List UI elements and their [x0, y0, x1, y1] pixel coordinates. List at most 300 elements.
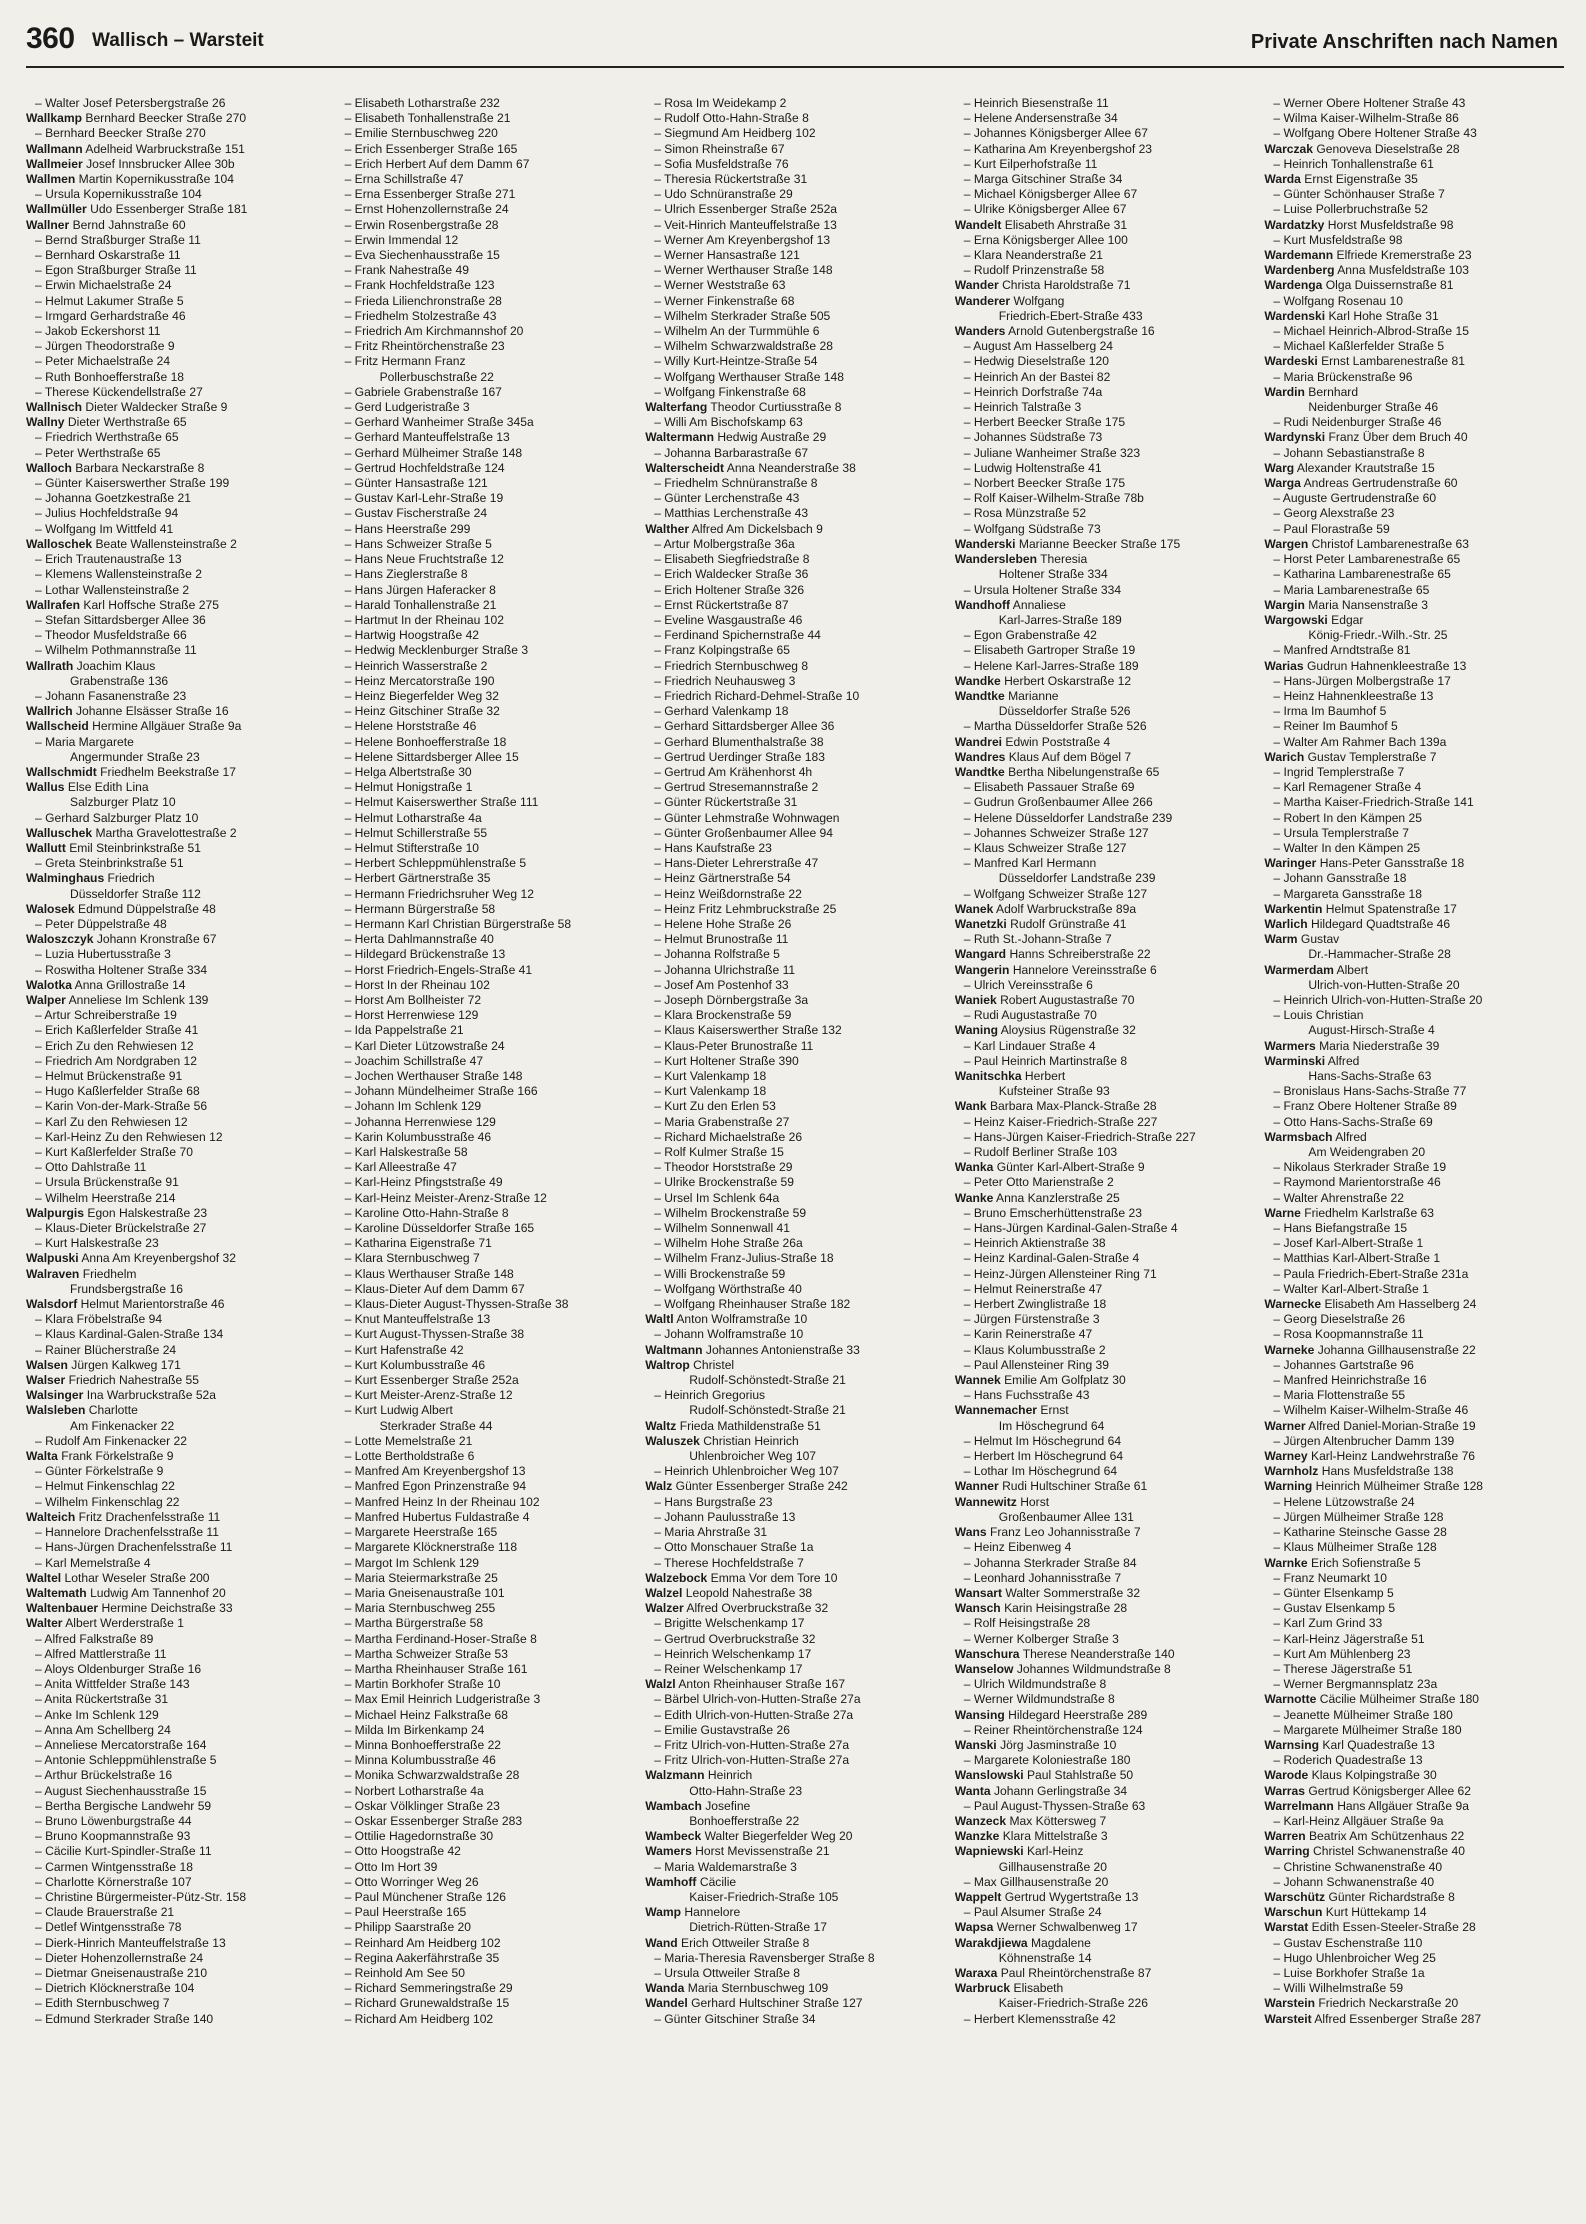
list-item	[26, 583, 326, 598]
entry-text: – Minna Bonhoefferstraße 22	[344, 1737, 502, 1752]
entry-text: – Martha Bürgerstraße 58	[344, 1616, 484, 1631]
surname: Wambeck	[645, 1829, 702, 1844]
list-item	[645, 430, 945, 445]
list-item	[645, 1632, 945, 1647]
surname: Wanta	[954, 1783, 991, 1798]
surname: Warstein	[1264, 1996, 1315, 2011]
entry-text: – Ulrich Wildmundstraße 8	[963, 1677, 1107, 1692]
entry-text: – Fritz Ulrich-von-Hutten-Straße 27a	[654, 1753, 850, 1768]
list-item	[645, 339, 945, 354]
list-item	[645, 659, 945, 674]
entry-text: Hans-Peter Gansstraße 18	[1319, 856, 1465, 871]
entry-text: – Maria-Theresia Ravensberger Straße 8	[654, 1950, 875, 1965]
entry-text: Angermunder Straße 23	[70, 749, 200, 764]
entry-text: – Günter Großenbaumer Allee 94	[654, 825, 834, 840]
list-item	[1264, 1069, 1564, 1084]
list-item	[955, 1297, 1255, 1312]
entry-text: Christel Schwanenstraße 40	[1313, 1844, 1465, 1859]
surname: Walpuski	[26, 1251, 79, 1266]
list-item	[336, 689, 636, 704]
list-item	[955, 1677, 1255, 1692]
list-item	[1264, 1556, 1564, 1571]
list-item	[955, 1860, 1255, 1875]
surname: Walotka	[26, 977, 72, 992]
entry-text: – Helene Sittardsberger Allee 15	[344, 749, 519, 764]
entry-text: – Heinrich Gregorius	[654, 1388, 766, 1403]
surname: Wambach	[645, 1798, 702, 1813]
entry-text: – Karl Halskestraße 58	[344, 1145, 468, 1160]
entry-text: – Hans-Jürgen Kaiser-Friedrich-Straße 227	[963, 1129, 1196, 1144]
list-item	[955, 1403, 1255, 1418]
entry-text: – Karin Reinerstraße 47	[963, 1327, 1093, 1342]
entry-text: – Walter In den Kämpen 25	[1273, 840, 1421, 855]
list-item	[645, 233, 945, 248]
entry-text: – Wilhelm Schwarzwaldstraße 28	[654, 339, 833, 354]
entry-text: – Heinz Kardinal-Galen-Straße 4	[963, 1251, 1140, 1266]
list-item	[336, 354, 636, 369]
entry-text: – Hartmut In der Rheinau 102	[344, 612, 504, 627]
entry-text: – Werner Obere Holtener Straße 43	[1273, 96, 1466, 110]
entry-text: Düsseldorfer Straße 112	[70, 886, 201, 901]
list-item	[645, 993, 945, 1008]
entry-text: – Hans Neue Fruchtstraße 12	[344, 552, 504, 567]
entry-text: – Klaus-Dieter Auf dem Damm 67	[344, 1281, 525, 1296]
entry-text: Herbert Oskarstraße 12	[1004, 673, 1132, 688]
list-item	[336, 1768, 636, 1783]
entry-text: – Heinz-Jürgen Allensteiner Ring 71	[963, 1266, 1157, 1281]
list-item	[645, 126, 945, 141]
list-item	[336, 1601, 636, 1616]
list-item	[645, 811, 945, 826]
surname: Wandtke	[954, 688, 1005, 703]
entry-text: – Karl-Heinz Jägerstraße 51	[1273, 1631, 1425, 1646]
entry-text: Gertrud Wygertstraße 13	[1004, 1889, 1139, 1904]
list-item	[955, 887, 1255, 902]
list-item	[645, 1616, 945, 1631]
entry-text: Emil Steinbrinkstraße 51	[69, 840, 201, 855]
surname: Wardin	[1264, 384, 1305, 399]
list-item	[26, 1905, 326, 1920]
entry-text: Annaliese	[1012, 597, 1066, 612]
entry-text: – Heinz Biegerfelder Weg 32	[344, 688, 499, 703]
entry-text: – Friedhelm Schnüranstraße 8	[654, 476, 818, 491]
list-item	[955, 1844, 1255, 1859]
list-item	[336, 795, 636, 810]
entry-text: – Johannes Südstraße 73	[963, 430, 1103, 445]
entry-text: – Paul Heinrich Martinstraße 8	[963, 1053, 1128, 1068]
list-item	[26, 689, 326, 704]
entry-text: – Franz Neumarkt 10	[1273, 1570, 1387, 1585]
entry-text: Walter Sommerstraße 32	[1005, 1585, 1141, 1600]
surname: Wandrei	[954, 734, 1003, 749]
entry-text: – Johanna Ulrichstraße 11	[654, 962, 796, 977]
list-item	[26, 1221, 326, 1236]
entry-text: – Werner Kolberger Straße 3	[963, 1631, 1119, 1646]
list-item	[1264, 1799, 1564, 1814]
list-item	[955, 643, 1255, 658]
list-item	[1264, 932, 1564, 947]
list-item	[26, 1844, 326, 1859]
list-item	[26, 354, 326, 369]
entry-text: – Michael Heinrich-Albrod-Straße 15	[1273, 324, 1469, 339]
entry-text: – Klara Sternbuschweg 7	[344, 1251, 480, 1266]
list-item	[1264, 202, 1564, 217]
entry-text: – Gerhard Blumenthalstraße 38	[654, 734, 824, 749]
list-item	[955, 263, 1255, 278]
entry-text: – Erna Essenberger Straße 271	[344, 187, 516, 202]
list-item	[336, 1799, 636, 1814]
list-item	[336, 1069, 636, 1084]
entry-text: – Otto Monschauer Straße 1a	[654, 1540, 814, 1555]
list-item	[645, 1875, 945, 1890]
entry-text: – Kurt Holtener Straße 390	[654, 1053, 799, 1068]
list-item	[1264, 917, 1564, 932]
entry-text: Großenbaumer Allee 131	[998, 1509, 1134, 1524]
list-item	[26, 142, 326, 157]
list-item	[645, 795, 945, 810]
entry-text: – Norbert Lotharstraße 4a	[344, 1783, 484, 1798]
list-item	[645, 157, 945, 172]
entry-text: Bertha Nibelungenstraße 65	[1008, 764, 1160, 779]
entry-text: – Michael Königsberger Allee 67	[963, 187, 1138, 202]
list-item	[645, 1708, 945, 1723]
entry-text: – Oskar Völklinger Straße 23	[344, 1798, 500, 1813]
list-item	[645, 1023, 945, 1038]
list-item	[1264, 963, 1564, 978]
list-item	[645, 1571, 945, 1586]
surname: Wardatzky	[1264, 217, 1325, 232]
entry-text: – Klaus-Dieter August-Thyssen-Straße 38	[344, 1297, 569, 1312]
list-item	[336, 537, 636, 552]
entry-text: Hermine Deichstraße 33	[101, 1601, 233, 1616]
list-item	[336, 1099, 636, 1114]
list-item	[1264, 233, 1564, 248]
entry-text: Edith Essen-Steeler-Straße 28	[1311, 1920, 1476, 1935]
surname: Warnsing	[1264, 1737, 1320, 1752]
list-item	[336, 430, 636, 445]
entry-text: – Wolfgang Im Wittfeld 41	[35, 521, 174, 536]
entry-text: – Helmut Im Höschegrund 64	[963, 1433, 1122, 1448]
entry-text: – Nikolaus Sterkrader Straße 19	[1273, 1160, 1447, 1175]
list-item	[336, 400, 636, 415]
entry-text: Therese Neanderstraße 140	[1022, 1646, 1175, 1661]
surname: Walzl	[645, 1677, 676, 1692]
surname: Wangard	[954, 947, 1007, 962]
surname: Wallmeier	[26, 156, 83, 171]
entry-text: – Walter Ahrenstraße 22	[1273, 1190, 1405, 1205]
entry-text: Martha Gravelottestraße 2	[95, 825, 237, 840]
surname: Wapniewski	[954, 1844, 1024, 1859]
surname: Wannek	[954, 1373, 1001, 1388]
list-item	[336, 1662, 636, 1677]
list-item	[1264, 719, 1564, 734]
entry-text: – Ida Pappelstraße 21	[344, 1023, 464, 1038]
list-item	[336, 1388, 636, 1403]
list-item	[336, 126, 636, 141]
list-item	[26, 415, 326, 430]
entry-text: – Kurt Zu den Erlen 53	[654, 1099, 776, 1114]
list-item	[955, 1799, 1255, 1814]
list-item	[26, 902, 326, 917]
entry-text: – Jürgen Theodorstraße 9	[35, 339, 175, 354]
list-item	[645, 643, 945, 658]
list-item	[645, 1221, 945, 1236]
entry-text: – Ulrike Brockenstraße 59	[654, 1175, 794, 1190]
entry-text: Anna Am Kreyenbergshof 32	[81, 1251, 236, 1266]
list-item	[955, 1495, 1255, 1510]
entry-text: – Wilhelm Pothmannstraße 11	[35, 643, 197, 658]
entry-text: – Werner Wildmundstraße 8	[963, 1692, 1115, 1707]
entry-text: Dieter Waldecker Straße 9	[85, 400, 228, 415]
list-item	[336, 963, 636, 978]
list-item	[336, 1738, 636, 1753]
list-item	[336, 704, 636, 719]
entry-text: – Johanna Rolfstraße 5	[654, 947, 780, 962]
list-item	[26, 1890, 326, 1905]
list-item	[336, 583, 636, 598]
list-item	[26, 339, 326, 354]
entry-text: – Heinrich Dorfstraße 74a	[963, 384, 1103, 399]
list-item	[955, 461, 1255, 476]
list-item	[645, 1784, 945, 1799]
surname: Wallmann	[26, 141, 83, 156]
entry-text: – Rainer Blücherstraße 24	[35, 1342, 177, 1357]
entry-text: – Wolfgang Südstraße 73	[963, 521, 1101, 536]
list-item	[1264, 506, 1564, 521]
surname: Wandres	[954, 749, 1006, 764]
list-item	[336, 1327, 636, 1342]
list-item	[645, 1905, 945, 1920]
entry-text: – Günter Förkelstraße 9	[35, 1464, 164, 1479]
entry-text: Rudolf-Schönstedt-Straße 21	[689, 1373, 846, 1388]
entry-text: Hermine Allgäuer Straße 9a	[92, 719, 242, 734]
entry-text: Frundsbergstraße 16	[70, 1281, 183, 1296]
entry-text: – Erwin Rosenbergstraße 28	[344, 217, 499, 232]
list-item	[645, 415, 945, 430]
list-item	[955, 1069, 1255, 1084]
list-item	[1264, 1008, 1564, 1023]
list-item	[645, 963, 945, 978]
entry-text: – Manfred Heinz In der Rheinau 102	[344, 1494, 540, 1509]
list-item	[26, 1388, 326, 1403]
list-item	[336, 1449, 636, 1464]
entry-text: – Rolf Kaiser-Wilhelm-Straße 78b	[963, 491, 1144, 506]
list-item	[26, 370, 326, 385]
list-item	[955, 1191, 1255, 1206]
entry-text: – Theresia Rückertstraße 31	[654, 172, 808, 187]
entry-text: Ludwig Am Tannenhof 20	[90, 1585, 226, 1600]
list-item	[645, 1662, 945, 1677]
list-item	[336, 1160, 636, 1175]
list-item	[26, 324, 326, 339]
entry-text: – Otto Dahlstraße 11	[35, 1160, 147, 1175]
list-item	[26, 1054, 326, 1069]
list-item	[645, 1008, 945, 1023]
entry-text: – Frieda Lilienchronstraße 28	[344, 293, 502, 308]
surname: Wander	[954, 278, 999, 293]
entry-text: – Lotte Bertholdstraße 6	[344, 1449, 475, 1464]
entry-text: – Luzia Hubertusstraße 3	[35, 947, 171, 962]
entry-text: – Bernd Straßburger Straße 11	[35, 232, 201, 247]
list-item	[645, 218, 945, 233]
entry-text: Herbert	[1024, 1069, 1066, 1083]
entry-text: Kufsteiner Straße 93	[998, 1084, 1110, 1099]
entry-text: – Dietmar Gneisenaustraße 210	[35, 1965, 208, 1980]
list-item	[336, 218, 636, 233]
list-item	[1264, 1449, 1564, 1464]
list-item	[336, 1282, 636, 1297]
list-item	[336, 674, 636, 689]
entry-text: – Karl Zum Grind 33	[1273, 1616, 1383, 1631]
entry-text: Düsseldorfer Landstraße 239	[998, 871, 1156, 886]
list-item	[955, 1510, 1255, 1525]
surname: Warren	[1264, 1829, 1306, 1844]
surname: Wandelt	[954, 217, 1002, 232]
entry-text: Neidenburger Straße 46	[1308, 400, 1439, 415]
surname: Wans	[954, 1525, 987, 1540]
list-item	[336, 324, 636, 339]
list-item	[645, 202, 945, 217]
surname: Wallny	[26, 415, 65, 430]
entry-text: – Bruno Koopmannstraße 93	[35, 1829, 191, 1844]
list-item	[955, 446, 1255, 461]
list-item	[1264, 309, 1564, 324]
list-item	[645, 750, 945, 765]
list-item	[645, 1753, 945, 1768]
list-item	[336, 1175, 636, 1190]
list-item	[26, 1236, 326, 1251]
list-item	[26, 1145, 326, 1160]
list-item	[26, 294, 326, 309]
entry-text: Alfred	[1335, 1129, 1367, 1144]
entry-text: – Heinz Gitschiner Straße 32	[344, 704, 500, 719]
entry-text: – Karl Dieter Lützowstraße 24	[344, 1038, 505, 1053]
list-item	[336, 719, 636, 734]
list-item	[336, 826, 636, 841]
entry-text: – Arthur Brückelstraße 16	[35, 1768, 173, 1783]
list-item	[26, 1647, 326, 1662]
list-item	[1264, 157, 1564, 172]
list-item	[955, 370, 1255, 385]
entry-text: – Rudi Neidenburger Straße 46	[1273, 415, 1442, 430]
list-item	[955, 1632, 1255, 1647]
list-item	[1264, 1388, 1564, 1403]
list-item	[955, 172, 1255, 187]
list-item	[955, 1221, 1255, 1236]
entry-text: – Erich Kaßlerfelder Straße 41	[35, 1023, 199, 1038]
entry-text: – Kurt Valenkamp 18	[654, 1084, 767, 1099]
list-item	[645, 1069, 945, 1084]
list-item	[955, 1464, 1255, 1479]
entry-text: Martin Kopernikusstraße 104	[78, 172, 234, 187]
entry-text: – Erich Waldecker Straße 36	[654, 567, 809, 582]
entry-text: – Otto Worringer Weg 26	[344, 1874, 479, 1889]
list-item	[955, 567, 1255, 582]
list-item	[26, 856, 326, 871]
entry-text: – Maria Ahrstraße 31	[654, 1525, 768, 1540]
list-item	[955, 978, 1255, 993]
list-item	[26, 1966, 326, 1981]
entry-text: – Alfred Falkstraße 89	[35, 1631, 154, 1646]
list-item	[955, 674, 1255, 689]
list-item	[955, 1814, 1255, 1829]
entry-text: – Heinrich Aktienstraße 38	[963, 1236, 1106, 1251]
surname: Wank	[954, 1099, 987, 1114]
list-item	[1264, 1996, 1564, 2011]
surname: Waning	[954, 1023, 998, 1038]
surname: Wanderski	[954, 536, 1016, 551]
entry-text: Walter Biegerfelder Weg 20	[704, 1829, 853, 1844]
list-item	[336, 1966, 636, 1981]
surname: Wanderer	[954, 293, 1011, 308]
entry-text: Edmund Düppelstraße 48	[78, 901, 216, 916]
entry-text: – Friedrich Sternbuschweg 8	[654, 658, 809, 673]
list-item	[955, 1206, 1255, 1221]
entry-text: Ina Warbruckstraße 52a	[86, 1388, 217, 1403]
entry-text: – Reinhard Am Heidberg 102	[344, 1935, 501, 1950]
surname: Wanner	[954, 1479, 999, 1494]
list-item	[645, 1449, 945, 1464]
list-item	[336, 902, 636, 917]
list-item	[955, 430, 1255, 445]
list-item	[955, 218, 1255, 233]
entry-text: – Ursel Im Schlenk 64a	[654, 1190, 780, 1205]
list-item	[26, 522, 326, 537]
entry-text: Karl-Heinz Landwehrstraße 76	[1311, 1449, 1476, 1464]
entry-text: – Bruno Löwenburgstraße 44	[35, 1813, 192, 1828]
entry-text: Olga Duissernstraße 81	[1325, 278, 1454, 293]
entry-text: – Günter Hansastraße 121	[344, 476, 488, 491]
entry-text: Friedhelm	[82, 1266, 137, 1281]
entry-text: – Gertrud Overbruckstraße 32	[654, 1631, 816, 1646]
entry-text: – Regina Aakerfährstraße 35	[344, 1950, 500, 1965]
entry-text: – Frank Nahestraße 49	[344, 263, 469, 278]
entry-text: – Karl-Heinz Allgäuer Straße 9a	[1273, 1813, 1444, 1828]
list-item	[955, 385, 1255, 400]
entry-text: – Johann Schwanenstraße 40	[1273, 1874, 1435, 1889]
surname: Warras	[1264, 1783, 1305, 1798]
surname: Warney	[1264, 1449, 1308, 1464]
entry-text: Rudi Hultschiner Straße 61	[1002, 1479, 1148, 1494]
list-item	[955, 1738, 1255, 1753]
list-item	[26, 1723, 326, 1738]
list-item	[645, 385, 945, 400]
entry-text: – Helga Albertstraße 30	[344, 764, 472, 779]
surname: Wargowski	[1264, 612, 1328, 627]
list-item	[26, 446, 326, 461]
list-item	[645, 1829, 945, 1844]
entry-text: Johannes Wildmundstraße 8	[1016, 1661, 1171, 1676]
entry-text: – Bertha Bergische Landwehr 59	[35, 1798, 212, 1813]
list-item	[955, 932, 1255, 947]
list-item	[955, 1662, 1255, 1677]
list-item	[1264, 1479, 1564, 1494]
entry-text: Erich Sofienstraße 5	[1311, 1555, 1421, 1570]
list-item	[955, 719, 1255, 734]
entry-text: – Kurt Ludwig Albert	[344, 1403, 453, 1418]
entry-text: – Rudi Augustastraße 70	[963, 1008, 1097, 1023]
list-item	[336, 932, 636, 947]
list-item	[1264, 248, 1564, 263]
entry-text: – Karl Memelstraße 4	[35, 1555, 151, 1570]
list-item	[645, 400, 945, 415]
entry-text: Johanne Elsässer Straße 16	[75, 704, 229, 719]
list-item	[955, 506, 1255, 521]
list-item	[26, 1860, 326, 1875]
entry-text: – Günter Schönhauser Straße 7	[1273, 187, 1445, 202]
entry-text: – Helmut Lakumer Straße 5	[35, 293, 184, 308]
entry-text: Max Köttersweg 7	[1009, 1813, 1107, 1828]
